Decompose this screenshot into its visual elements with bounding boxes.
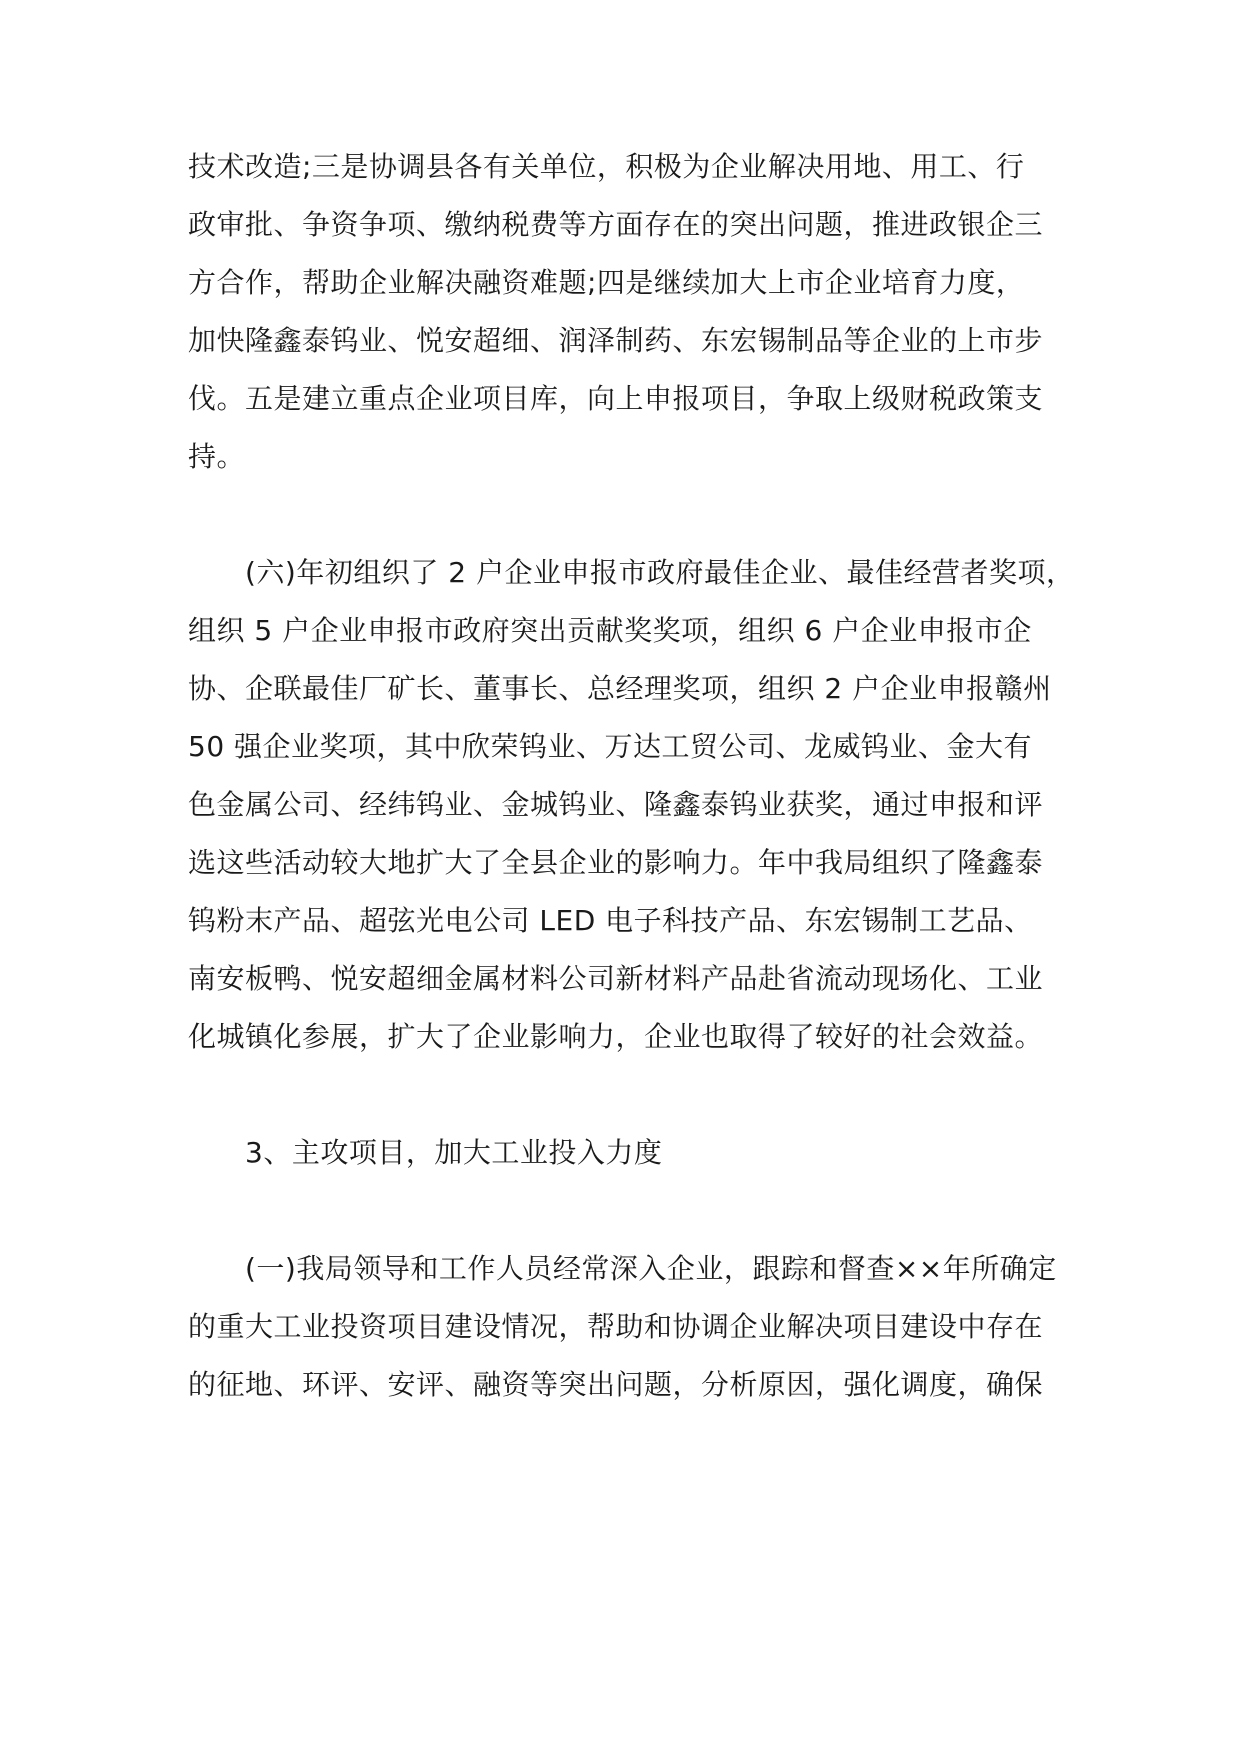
paragraph-2-line-4: 50 强企业奖项，其中欣荣钨业、万达工贸公司、龙威钨业、金大有: [188, 730, 1033, 763]
paragraph-2-line-1: (六)年初组织了 2 户企业申报市政府最佳企业、最佳经营者奖项，: [245, 556, 1075, 589]
paragraph-2-line-2: 组织 5 户企业申报市政府突出贡献奖奖项，组织 6 户企业申报市企: [188, 614, 1032, 647]
paragraph-1-line-2: 政审批、争资争项、缴纳税费等方面存在的突出问题，推进政银企三: [188, 208, 1044, 241]
paragraph-2-line-6: 选这些活动较大地扩大了全县企业的影响力。年中我局组织了隆鑫泰: [188, 846, 1044, 879]
paragraph-1-line-3: 方合作，帮助企业解决融资难题;四是继续加大上市企业培育力度，: [188, 266, 1025, 299]
paragraph-1-line-5: 伐。五是建立重点企业项目库，向上申报项目，争取上级财税政策支: [188, 382, 1044, 415]
paragraph-3-line-2: 的重大工业投资项目建设情况，帮助和协调企业解决项目建设中存在: [188, 1310, 1044, 1343]
paragraph-2-line-9: 化城镇化参展，扩大了企业影响力，企业也取得了较好的社会效益。: [188, 1020, 1044, 1053]
paragraph-1-line-6: 持。: [188, 440, 246, 473]
paragraph-3-line-1: (一)我局领导和工作人员经常深入企业，跟踪和督查××年所确定: [245, 1252, 1057, 1285]
paragraph-3-line-3: 的征地、环评、安评、融资等突出问题，分析原因，强化调度，确保: [188, 1368, 1044, 1401]
paragraph-2-line-7: 钨粉末产品、超弦光电公司 LED 电子科技产品、东宏锡制工艺品、: [188, 904, 1033, 937]
paragraph-2-line-3: 协、企联最佳厂矿长、董事长、总经理奖项，组织 2 户企业申报赣州: [188, 672, 1052, 705]
paragraph-1-line-1: 技术改造;三是协调县各有关单位，积极为企业解决用地、用工、行: [188, 150, 1025, 183]
paragraph-2-line-5: 色金属公司、经纬钨业、金城钨业、隆鑫泰钨业获奖，通过申报和评: [188, 788, 1044, 821]
paragraph-1-line-4: 加快隆鑫泰钨业、悦安超细、润泽制药、东宏锡制品等企业的上市步: [188, 324, 1044, 357]
section-heading-3: 3、主攻项目，加大工业投入力度: [245, 1136, 663, 1169]
paragraph-2-line-8: 南安板鸭、悦安超细金属材料公司新材料产品赴省流动现场化、工业: [188, 962, 1044, 995]
